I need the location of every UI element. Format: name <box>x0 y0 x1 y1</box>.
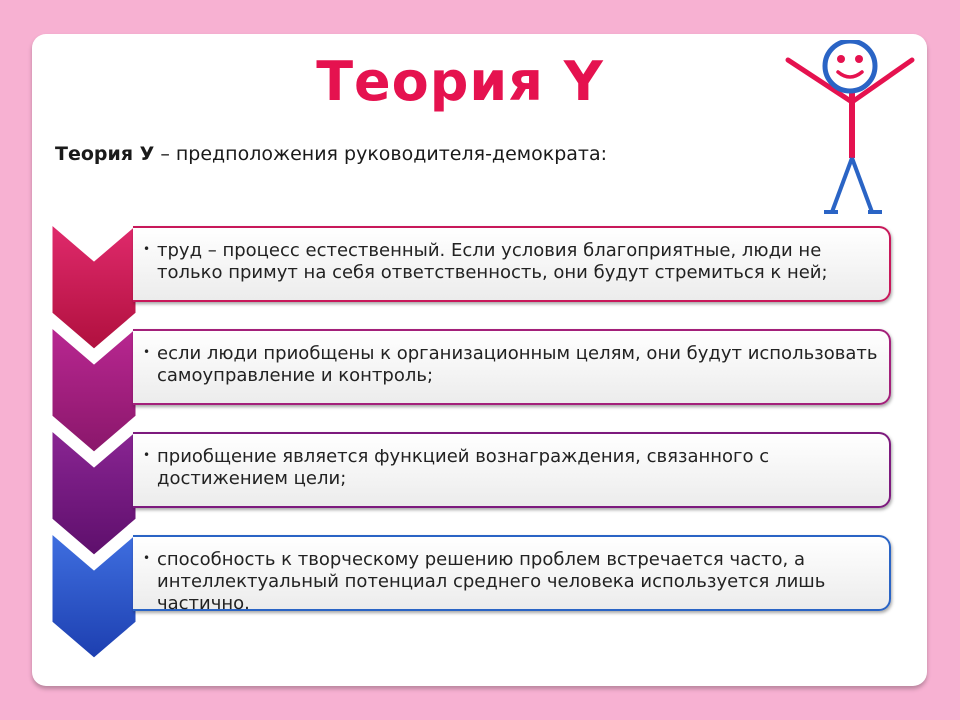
bullet: • <box>143 345 151 359</box>
item-box-2 <box>133 329 891 405</box>
subtitle <box>55 143 607 165</box>
item-text: приобщение является функцией вознаграждения, связанного с достижением цели; <box>157 446 770 489</box>
chevron-4-icon <box>52 534 136 662</box>
item-text: способность к творческому решению проблем встречается часто, а интеллектуальный потенциал среднего человека используется лишь частично. <box>157 549 826 614</box>
item-box-4 <box>133 535 891 614</box>
list-item <box>143 240 879 284</box>
item-box-3 <box>133 432 891 508</box>
list-item <box>143 549 879 615</box>
item-text: если люди приобщены к организационным целям, они будут использовать самоуправление и контроль; <box>157 343 878 386</box>
item-text: труд – процесс естественный. Если условия благоприятные, люди не только примут на себя ответственность, они будут стремиться к ней; <box>157 240 828 283</box>
item-box-1 <box>133 226 891 302</box>
subtitle-rest: – предположения руководителя-демократа: <box>154 143 608 165</box>
list-item <box>143 343 879 387</box>
stick-figure-icon <box>780 40 920 220</box>
subtitle-bold: Теория У <box>55 143 155 165</box>
bullet: • <box>143 551 151 565</box>
bullet: • <box>143 448 151 462</box>
bullet: • <box>143 242 151 256</box>
list-item <box>143 446 879 490</box>
page-title: Теория Y <box>316 50 604 113</box>
